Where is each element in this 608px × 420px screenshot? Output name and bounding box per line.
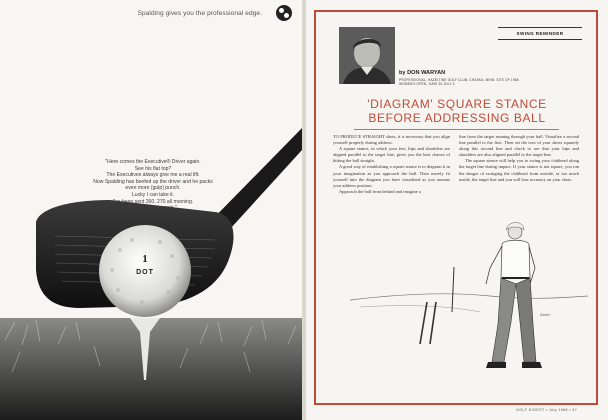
advertisement-page bbox=[0, 0, 302, 420]
byline: by DON WARYAN bbox=[399, 70, 446, 76]
ad-copy-line: even more (gulp) punch. bbox=[125, 185, 181, 192]
ad-copy-line: The Executives always give me a real lift. bbox=[106, 172, 200, 179]
paragraph: A good way of establishing a square stance is to diagram it in your imagination as you approach the ball. Then merely fit yourself into the diagram you have visualized as you assume your address position. bbox=[333, 164, 450, 188]
article-column-2 bbox=[459, 134, 579, 183]
ad-copy-line: And here I go again." bbox=[129, 205, 177, 212]
ad-tagline: Spalding gives you the professional edge. bbox=[137, 10, 262, 17]
headline bbox=[342, 98, 572, 125]
divider bbox=[354, 129, 559, 130]
article-column-1 bbox=[333, 134, 450, 195]
ad-copy-line: See his flat top? bbox=[134, 165, 172, 172]
paragraph: Approach the ball from behind and imagine a bbox=[339, 188, 421, 194]
ball-number: 1 bbox=[142, 253, 148, 265]
ad-copy-line: I've been sent 260, 270 all morning. bbox=[112, 198, 194, 205]
ad-copy-line: "Here comes the Executive® Driver again. bbox=[105, 159, 201, 165]
ad-copy-line: Now Spalding has beefed up the driver and he packs bbox=[93, 178, 213, 185]
page-folio: GOLF DIGEST • July 1966 • 47 bbox=[516, 408, 578, 412]
article-page bbox=[306, 0, 608, 420]
paragraph: line from the target running through your ball. Visualize a second line parallel to the first. Then set the toes of your shoes squarely along this second line and check to see that your hips and shoulders are also aligned parallel to the target line. bbox=[459, 134, 579, 158]
author-bio: PROFESSIONAL, HAZELTINE GOLF CLUB, CHASKA, MINN. SITE OF 1966 WOMEN'S OPEN, JUNE 30-JULY 3 bbox=[399, 78, 519, 87]
section-label: SWING REMINDER bbox=[498, 27, 582, 40]
spalding-logo-icon bbox=[276, 5, 292, 21]
illustrator-signature: Seitz bbox=[540, 312, 551, 317]
paragraph: The square stance will help you to swing your clubhead along the target line during impact. If your stance is not square, you run the danger of swinging the clubhead from outside, or too much inside, the target line and you will lose accuracy on your shots. bbox=[459, 158, 579, 182]
ad-copy-line: Lucky I can take it. bbox=[131, 191, 175, 198]
ball-brand: DOT bbox=[136, 269, 154, 276]
headline-line: 'DIAGRAM' SQUARE STANCE bbox=[367, 97, 547, 111]
paragraph: A square stance, in which your feet, hips and shoulders are aligned parallel to the target line, gives you the best chance of hitting the ball straight. bbox=[333, 146, 450, 164]
ad-copy bbox=[88, 159, 218, 212]
golfer-illustration bbox=[330, 212, 590, 387]
paragraph: TO PRODUCE STRAIGHT shots, it is necessary that you align yourself properly during address. bbox=[333, 134, 450, 146]
author-photo bbox=[339, 27, 395, 84]
headline-line: BEFORE ADDRESSING BALL bbox=[368, 110, 546, 125]
